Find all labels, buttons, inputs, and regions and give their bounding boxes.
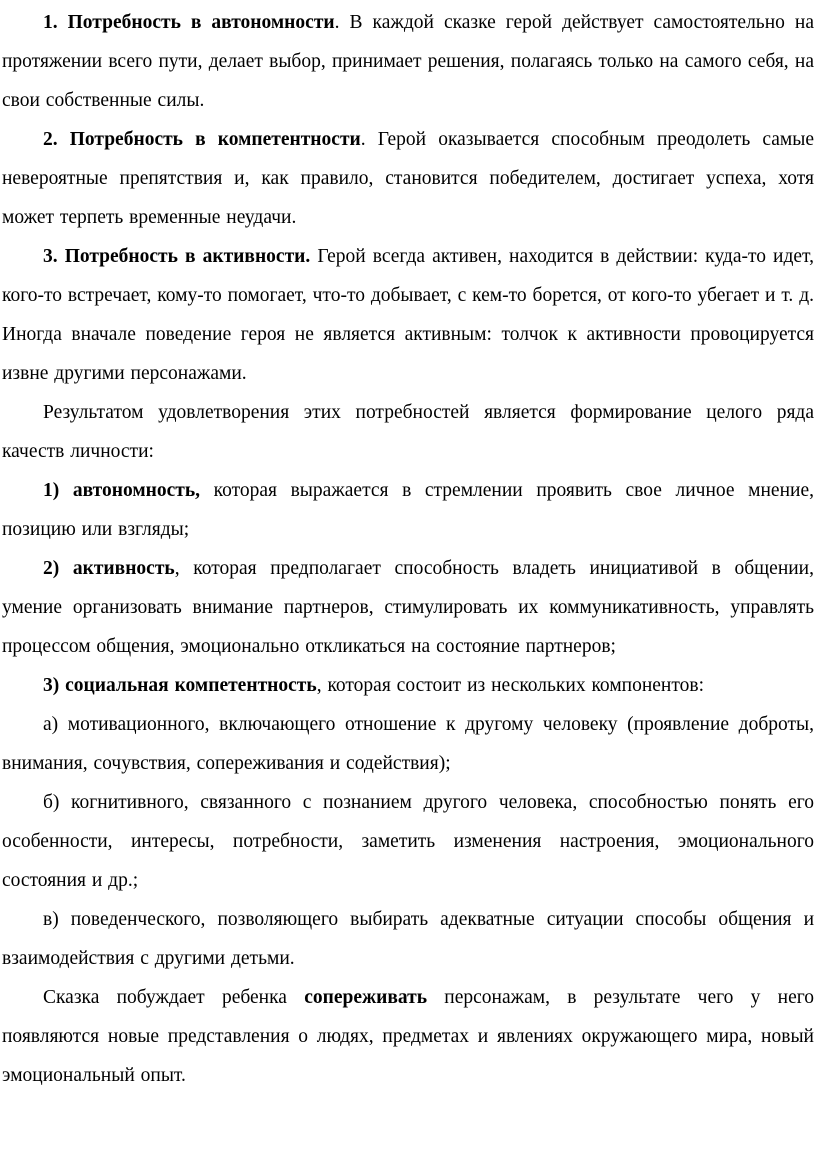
bold-text-run: 3) социальная компетентность xyxy=(43,675,317,696)
bold-text-run: сопереживать xyxy=(304,987,428,1008)
text-run: . Герой оказывается способным преодолеть самые невероятные препятствия и, как правило, становится победителем, достигает успеха, хотя может терпеть временные неудачи. xyxy=(2,129,814,228)
text-run: Результатом удовлетворения этих потребностей является формирование целого ряда качеств личности: xyxy=(2,402,814,462)
para-component-cognitive xyxy=(2,783,814,900)
text-run: , которая предполагает способность владеть инициативой в общении, умение организовать внимание партнеров, стимулировать их коммуникативность, управлять процессом общения, эмоционально откликаться на состояние партнеров; xyxy=(2,558,814,657)
para-need-autonomy xyxy=(2,3,814,120)
para-item-social-competence xyxy=(2,666,814,705)
text-run: , которая состоит из нескольких компонентов: xyxy=(316,675,705,696)
text-run: а) мотивационного, включающего отношение к другому человеку (проявление доброты, внимания, сочувствия, сопереживания и содействия); xyxy=(2,714,814,774)
bold-text-run: 3. Потребность в активности. xyxy=(43,246,318,267)
text-run: Сказка побуждает ребенка xyxy=(43,987,305,1008)
para-result-intro xyxy=(2,393,814,471)
para-fairytale-empathy xyxy=(2,978,814,1095)
text-run: которая выражается в стремлении проявить свое личное мнение, позицию или взгляды; xyxy=(2,480,814,540)
para-need-competence xyxy=(2,120,814,237)
para-component-behavioral xyxy=(2,900,814,978)
bold-text-run: 2) активность xyxy=(43,558,175,579)
para-item-autonomy xyxy=(2,471,814,549)
text-run: . В каждой сказке герой действует самостоятельно на протяжении всего пути, делает выбор, принимает решения, полагаясь только на самого себя, на свои собственные силы. xyxy=(2,12,814,111)
para-component-motivational xyxy=(2,705,814,783)
text-run: персонажам, в результате чего у него появляются новые представления о людях, предметах и явлениях окружающего мира, новый эмоциональный опыт. xyxy=(2,987,814,1086)
bold-text-run: 1) автономность, xyxy=(43,480,201,501)
para-need-activity xyxy=(2,237,814,393)
text-run: Герой всегда активен, находится в действии: куда-то идет, кого-то встречает, кому-то помогает, что-то добывает, с кем-то борется, от кого-то убегает и т. д. Иногда вначале поведение героя не является активным: толчок к активности провоцируется извне другими персонажами. xyxy=(2,246,814,384)
bold-text-run: 1. Потребность в автономности xyxy=(43,12,335,33)
para-item-activity xyxy=(2,549,814,666)
text-run: б) когнитивного, связанного с познанием другого человека, способностью понять его особенности, интересы, потребности, заметить изменения настроения, эмоционального состояния и др.; xyxy=(2,792,814,891)
text-run: в) поведенческого, позволяющего выбирать адекватные ситуации способы общения и взаимодействия с другими детьми. xyxy=(2,909,814,969)
bold-text-run: 2. Потребность в компетентности xyxy=(43,129,361,150)
